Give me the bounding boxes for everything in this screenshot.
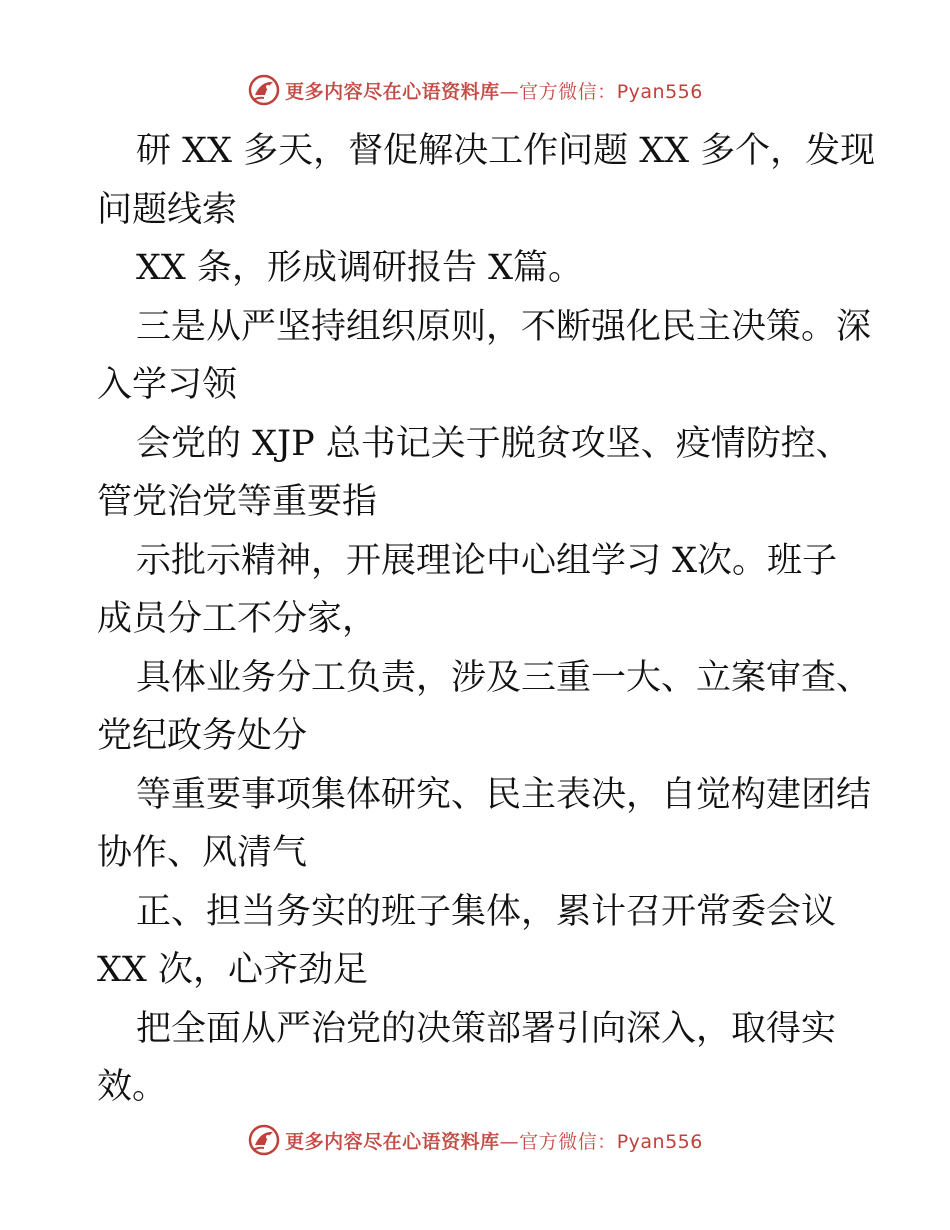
text-line: 会党的 XJP 总书记关于脱贫攻坚、疫情防控、	[136, 423, 851, 464]
pen-logo-icon	[247, 73, 281, 107]
text-line: XX 条，形成调研报告 X篇。	[136, 248, 584, 288]
text-line: 把全面从严治党的决策部署引向深入，取得实	[136, 1008, 837, 1049]
text-line: 问题线索	[97, 189, 238, 230]
text-line: 效。	[97, 1067, 168, 1107]
text-line: 示批示精神，开展理论中心组学习 X次。班子	[136, 540, 838, 581]
banner-text: 更多内容尽在心语资料库—官方微信：Pyan556	[285, 1130, 703, 1153]
text-line: 党纪政务处分	[97, 716, 308, 756]
document-body	[97, 122, 876, 1117]
text-line: 研 XX 多天，督促解决工作问题 XX 多个，发现	[136, 131, 876, 171]
text-line: 管党治党等重要指	[97, 482, 378, 522]
text-line: 协作、风清气	[97, 833, 308, 873]
text-line: 具体业务分工负责，涉及三重一大、立案审查、	[136, 657, 872, 698]
text-line: 等重要事项集体研究、民主表决，自觉构建团结	[136, 774, 872, 815]
text-line: 正、担当务实的班子集体，累计召开常委会议	[136, 891, 837, 932]
banner-text: 更多内容尽在心语资料库—官方微信：Pyan556	[285, 80, 703, 103]
header-banner	[0, 70, 950, 110]
pen-logo-icon	[247, 1123, 281, 1157]
text-line: 三是从严坚持组织原则，不断强化民主决策。深	[136, 306, 872, 347]
footer-banner	[0, 1120, 950, 1160]
text-line: 成员分工不分家，	[97, 599, 378, 639]
text-line: XX 次，心齐劲足	[97, 950, 368, 990]
text-line: 入学习领	[97, 365, 238, 405]
